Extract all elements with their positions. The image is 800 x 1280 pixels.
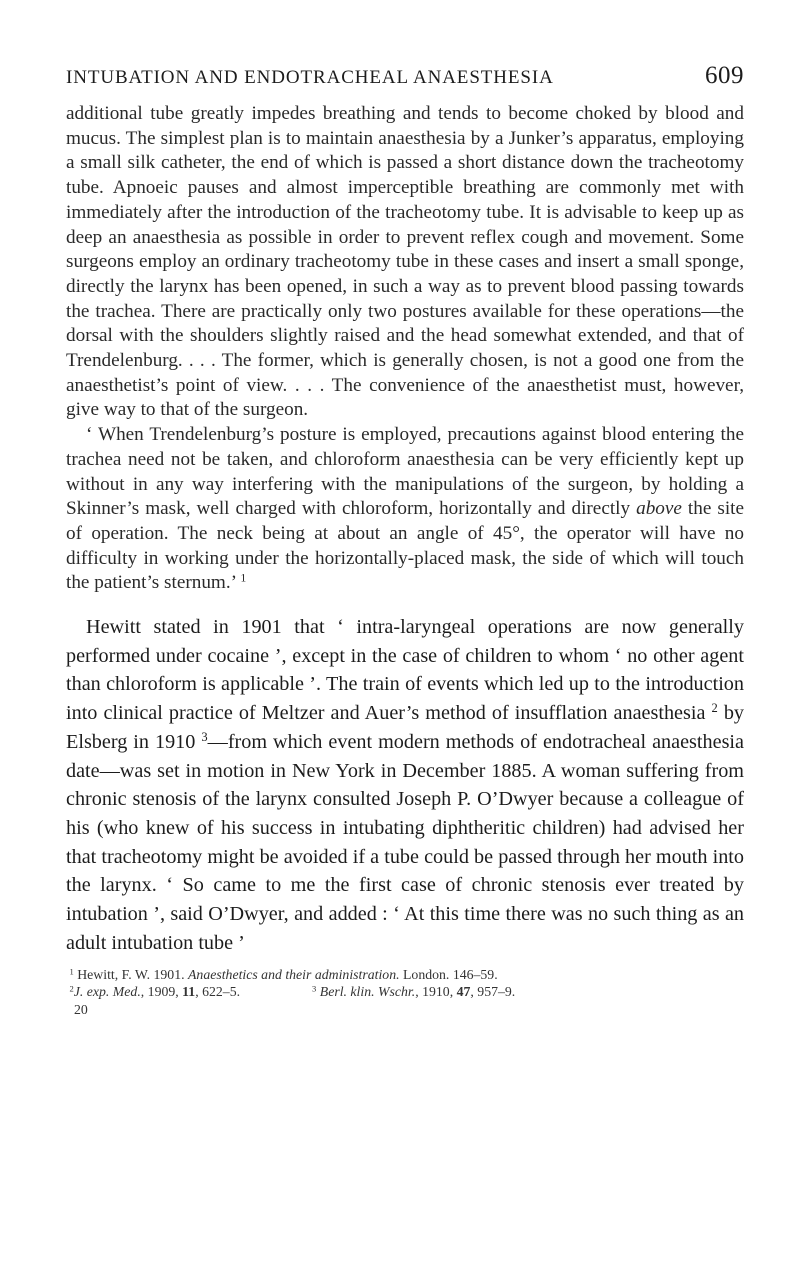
footnote-1	[66, 966, 744, 984]
page-number: 609	[705, 62, 744, 89]
footnote-book-title: Anaesthetics and their administration.	[188, 966, 400, 982]
footnote-ref-1: 1	[240, 570, 247, 585]
running-head	[66, 62, 744, 90]
footnote-journal: J. exp. Med.	[73, 984, 141, 999]
quote-paragraph-2	[66, 423, 744, 596]
body-text: —from which event modern methods of endotracheal anaesthesia date—was set in motion in New York in December 1885. A woman suffering from chronic stenosis of the larynx consulted Joseph P. O’Dwyer because a colleague of his (who knew of his success in intubating diphtheritic children) had advised her that tracheotomy might be avoided if a tube could be passed through her mouth into the larynx. ‘ So came to me the first case of chronic stenosis ever treated by intubation ’, said O’Dwyer, and added : ‘ At this time there was no such thing as an adult intubation tube ’	[66, 730, 744, 954]
quote-text: ‘ When Trendelenburg’s posture is employed, precautions against blood entering the trachea need not be taken, and chloroform anaesthesia can be very efficiently kept up without in any way interfering with the manipulations of the surgeon, by holding a Skinner’s mask, well charged with chloroform, horizontally and directly	[66, 424, 744, 520]
footnote-text: , 622–5.	[195, 984, 241, 999]
quoted-passage	[66, 102, 744, 596]
footnotes	[66, 966, 744, 1019]
footnote-volume: 47	[456, 984, 471, 999]
footnote-text: , 957–9.	[470, 984, 516, 999]
body-text: Hewitt stated in 1901 that ‘ intra-laryngeal operations are now generally performed under cocaine ’, except in the case of children to whom ‘ no other agent than chloroform is applicable ’. The train of events which led up to the introduction into clinical practice of Meltzer and Auer’s method of insufflation anaesthesia	[66, 616, 744, 725]
footnote-text: , 1910,	[415, 984, 457, 999]
quote-paragraph-1: additional tube greatly impedes breathing and tends to become choked by blood and mucus. The simplest plan is to maintain anaesthesia by a Junker’s apparatus, employing a small silk catheter, the end of which is passed a short distance down the tracheotomy tube. Apnoeic pauses and almost imperceptible breathing are commonly met with immediately after the introduction of the tracheotomy tube. It is advisable to keep up as deep an anaesthesia as possible in order to prevent reflex cough and movement. Some surgeons employ an ordinary tracheotomy tube in these cases and insert a small sponge, directly the larynx has been opened, in such a way as to prevent blood passing towards the trachea. There are practically only two postures available for these operations—the dorsal with the shoulders slightly raised and the head somewhat extended, and that of Trendelenburg. . . . The former, which is generally chosen, is not a good one from the anaesthetist’s point of view. . . . The convenience of the anaesthetist must, however, give way to that of the surgeon.	[66, 103, 744, 421]
footnote-text: London. 146–59.	[399, 966, 498, 982]
footnote-text: , 1909,	[140, 984, 183, 999]
footnote-ref-3: 3	[201, 730, 208, 744]
quote-text: the site of operation. The neck being at about an angle of 45°, the operator will have no difficulty in working under the horizontally-placed mask, the side of which will touch the patient’s sternum.’	[66, 498, 744, 594]
body-paragraph	[66, 613, 744, 957]
footnote-number: 2	[69, 983, 74, 994]
footnote-volume: 11	[182, 984, 196, 999]
footnote-2-3	[66, 983, 744, 1001]
book-page	[66, 62, 744, 1018]
footnote-ref-2: 2	[711, 701, 718, 716]
main-text	[66, 613, 744, 957]
footnote-text: Hewitt, F. W. 1901.	[77, 966, 188, 982]
footnote-journal: Berl. klin. Wschr.	[319, 984, 416, 999]
emphasis-above: above	[636, 498, 682, 520]
footnote-number: 3	[312, 983, 317, 994]
running-title: INTUBATION AND ENDOTRACHEAL ANAESTHESIA	[66, 67, 554, 88]
footnote-number: 1	[69, 965, 74, 976]
signature-mark: 20	[74, 1001, 88, 1017]
body-text: by Elsberg in 1910	[66, 702, 745, 753]
